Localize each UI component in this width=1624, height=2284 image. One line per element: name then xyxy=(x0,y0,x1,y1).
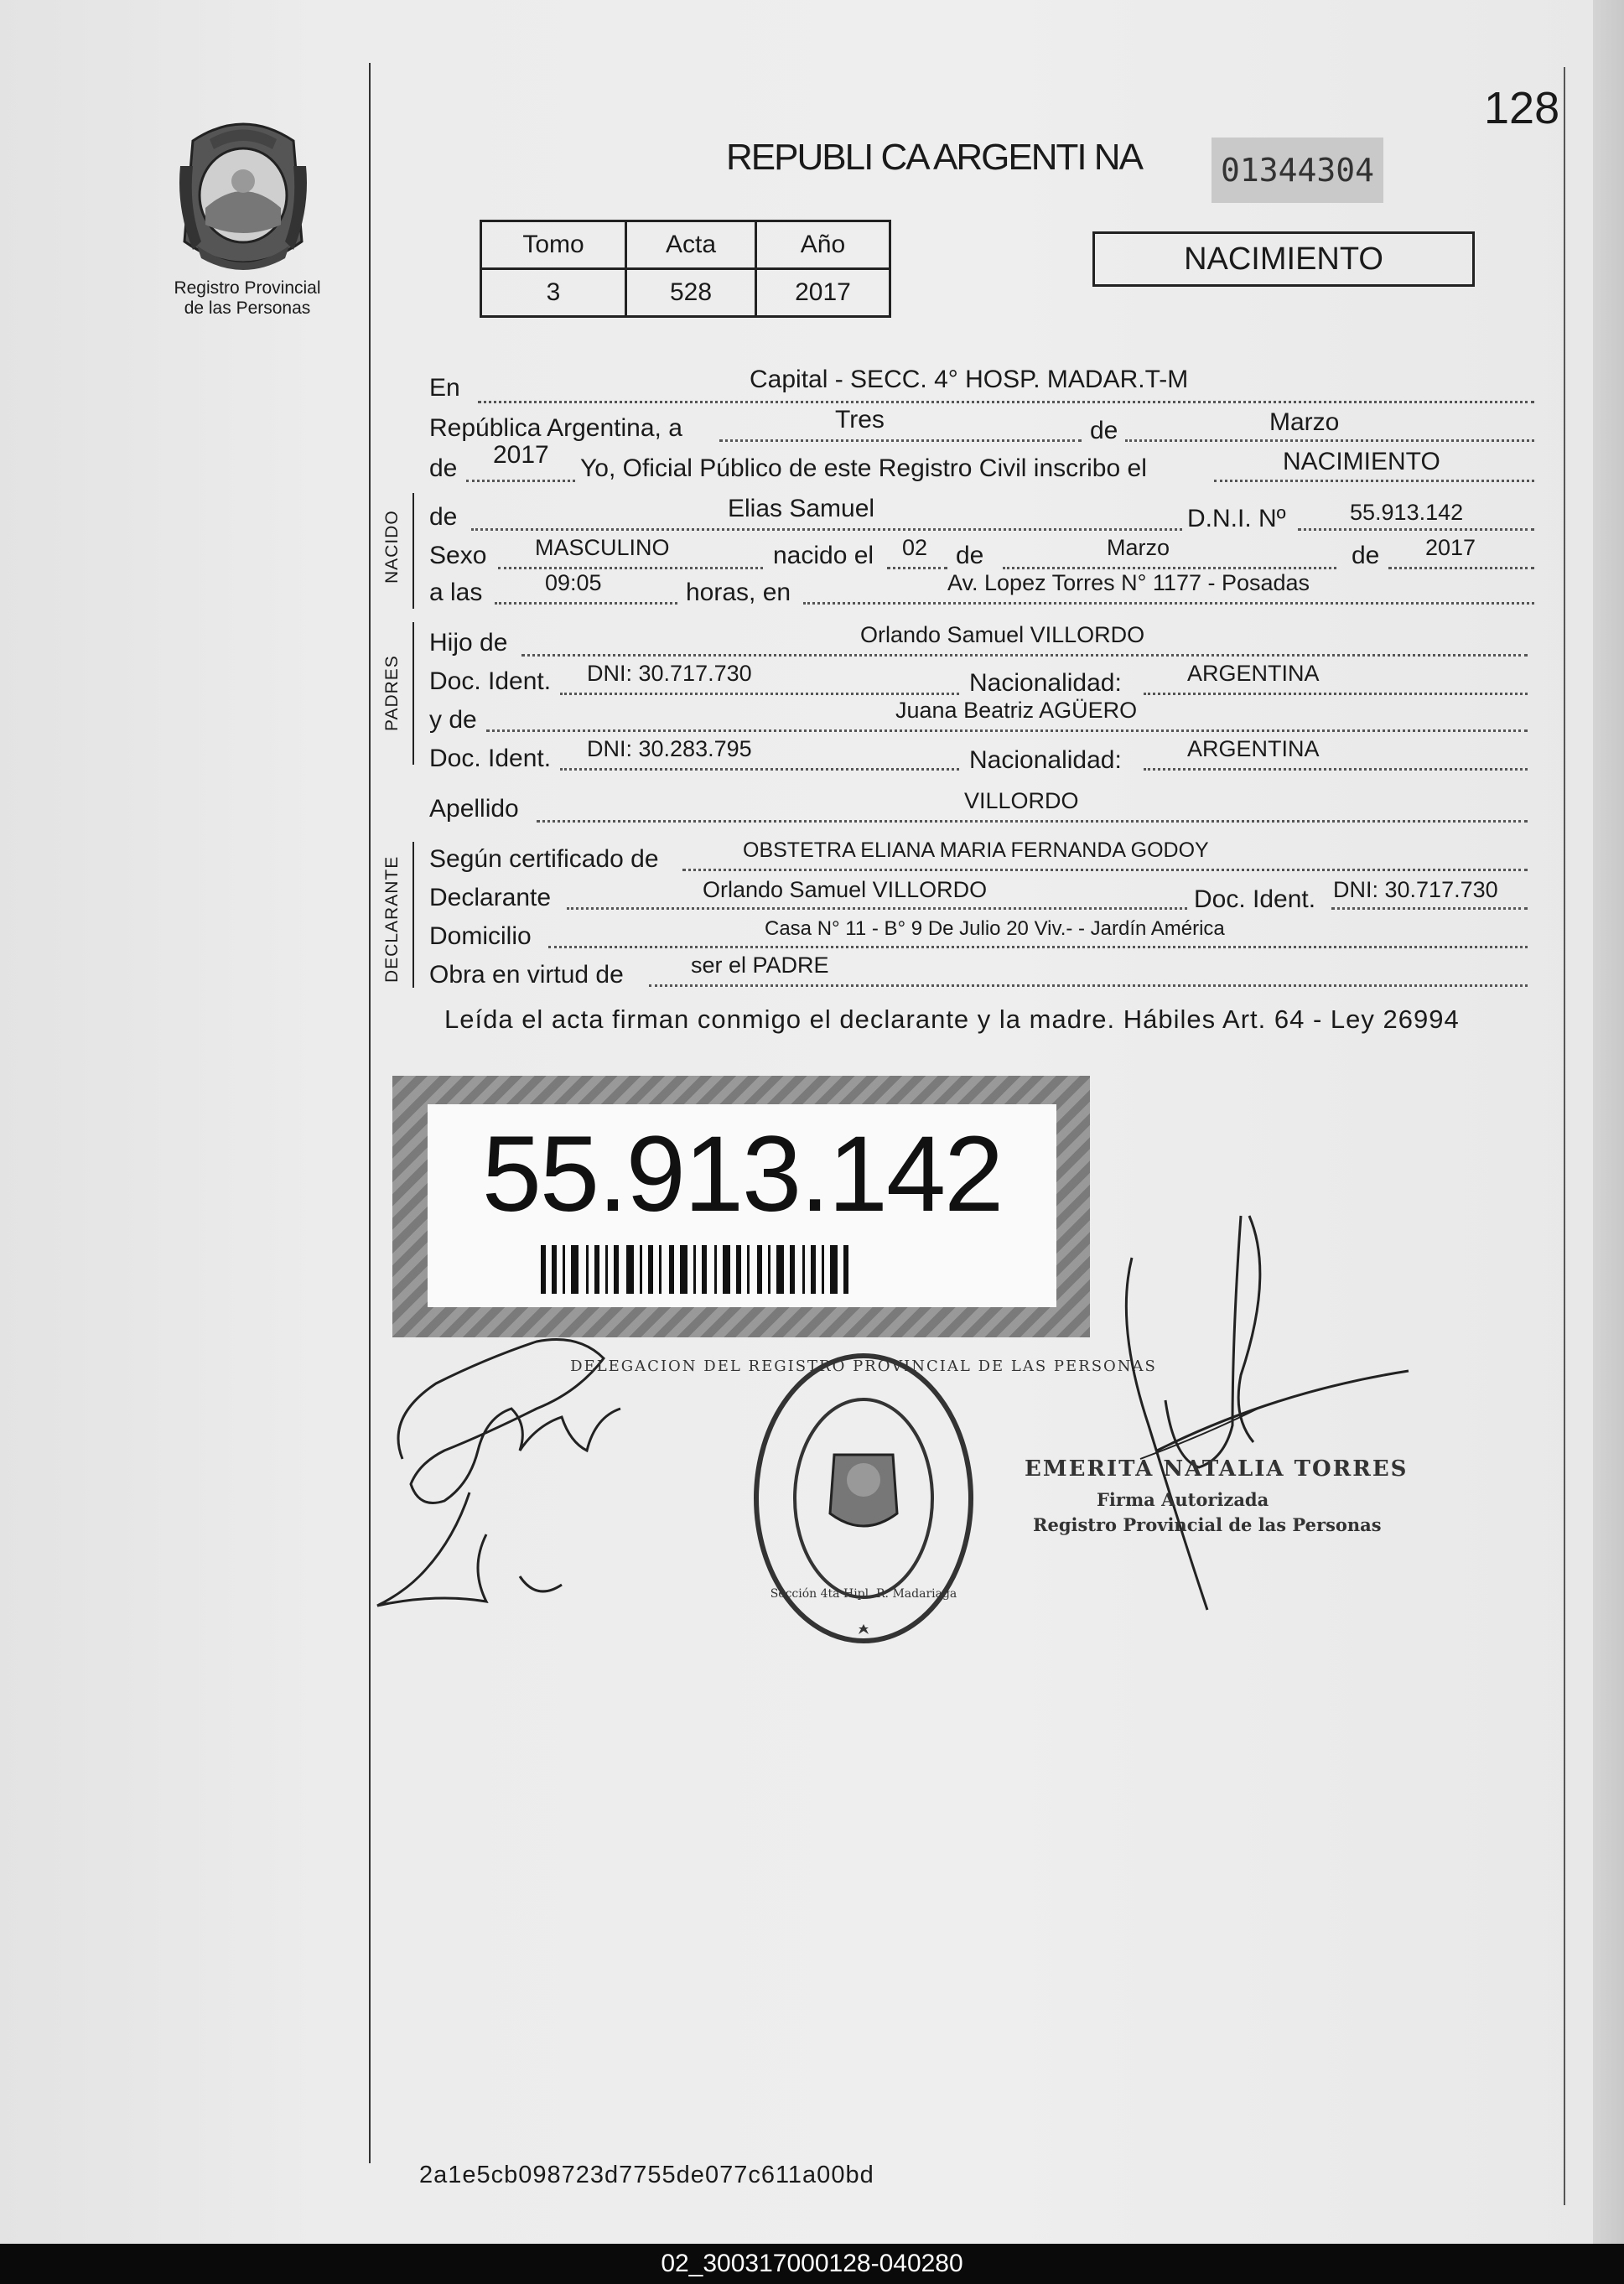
doc-label: Doc. Ident. xyxy=(1194,885,1316,913)
nacido-section-label: NACIDO xyxy=(382,510,402,584)
closing-statement: Leída el acta firman conmigo el declarante y la madre. Hábiles Art. 64 - Ley 26994 xyxy=(444,1004,1460,1034)
value-tomo: 3 xyxy=(481,269,626,317)
dotted-line xyxy=(521,654,1528,657)
child-name: Elias Samuel xyxy=(728,495,875,522)
dotted-line xyxy=(1298,528,1534,531)
declarante-doc: DNI: 30.717.730 xyxy=(1333,877,1498,902)
padres-bracket xyxy=(412,622,414,765)
dotted-line xyxy=(1125,439,1534,442)
dotted-line xyxy=(1214,480,1534,482)
birth-place: Av. Lopez Torres N° 1177 - Posadas xyxy=(947,570,1310,595)
de-label: de xyxy=(429,503,458,531)
dotted-line xyxy=(719,439,1082,442)
stamp-inner-text: Sección 4ta Hipl. R. Madariaga xyxy=(770,1587,957,1601)
document-hash: 2a1e5cb098723d7755de077c611a00bd xyxy=(419,2162,874,2188)
de2-label: de xyxy=(429,454,458,482)
cert-label: Según certificado de xyxy=(429,845,659,873)
day-value: Tres xyxy=(835,406,885,433)
hijo-label: Hijo de xyxy=(429,629,508,657)
margin-line xyxy=(369,63,371,2163)
month-value: Marzo xyxy=(1269,408,1340,436)
dni-label: D.N.I. Nº xyxy=(1187,505,1286,532)
place-value: Capital - SECC. 4° HOSP. MADAR.T-M xyxy=(750,366,1189,393)
dotted-line xyxy=(478,401,1534,403)
barcode-bars-icon xyxy=(541,1245,952,1294)
dotted-line xyxy=(560,693,959,695)
page-right-edge xyxy=(1564,67,1565,2205)
official-signature-icon xyxy=(1107,1207,1425,1627)
dotted-line xyxy=(1388,567,1534,569)
padres-section-label: PADRES xyxy=(382,655,402,731)
father-doc: DNI: 30.717.730 xyxy=(587,661,752,686)
mother-doc: DNI: 30.283.795 xyxy=(587,736,752,761)
year-value: 2017 xyxy=(493,441,549,469)
header-ano: Año xyxy=(756,221,890,269)
de-label: de xyxy=(1090,417,1118,444)
dotted-line xyxy=(1003,567,1336,569)
horas-label: horas, en xyxy=(686,579,791,606)
dotted-line xyxy=(567,907,1187,910)
dotted-line xyxy=(803,602,1534,605)
cert-value: OBSTETRA ELIANA MARIA FERNANDA GODOY xyxy=(743,838,1209,862)
mother-nationality: ARGENTINA xyxy=(1187,736,1320,761)
signatory-role: Firma Autorizada xyxy=(1097,1489,1269,1510)
footer-id: 02_300317000128-040280 xyxy=(661,2250,963,2277)
dotted-line xyxy=(548,946,1528,948)
dotted-line xyxy=(498,567,763,569)
en-label: En xyxy=(429,374,460,402)
obra-label: Obra en virtud de xyxy=(429,961,624,989)
misiones-crest-logo xyxy=(176,116,310,275)
signatory-name: EMERITA NATALIA TORRES xyxy=(1025,1456,1409,1482)
header-tomo: Tomo xyxy=(481,221,626,269)
value-ano: 2017 xyxy=(756,269,890,317)
nacionalidad-label: Nacionalidad: xyxy=(969,669,1122,697)
apellido-value: VILLORDO xyxy=(964,788,1079,813)
birth-time: 09:05 xyxy=(545,570,602,595)
birth-year: 2017 xyxy=(1425,535,1476,560)
domicilio-value: Casa N° 11 - B° 9 De Julio 20 Viv.- - Jardín América xyxy=(765,917,1225,940)
father-name: Orlando Samuel VILLORDO xyxy=(860,622,1145,647)
declarante-label: Declarante xyxy=(429,884,552,911)
father-nationality: ARGENTINA xyxy=(1187,661,1320,686)
sexo-value: MASCULINO xyxy=(535,535,670,560)
oficial-label: Yo, Oficial Público de este Registro Civil inscribo el xyxy=(580,454,1147,482)
value-acta: 528 xyxy=(626,269,756,317)
header-acta: Acta xyxy=(626,221,756,269)
dotted-line xyxy=(1144,693,1528,695)
dotted-line xyxy=(649,984,1528,987)
doc-label: Doc. Ident. xyxy=(429,667,552,695)
dotted-line xyxy=(495,602,677,605)
dotted-line xyxy=(471,528,1182,531)
page-number: 128 xyxy=(1484,83,1560,133)
signatory-office: Registro Provincial de las Personas xyxy=(1033,1514,1382,1535)
page-edge-shadow xyxy=(1593,0,1624,2244)
sexo-label: Sexo xyxy=(429,542,487,569)
de-label: de xyxy=(1352,542,1380,569)
dotted-line xyxy=(887,567,947,569)
footer-id-bar xyxy=(0,2244,1624,2284)
declarante-bracket xyxy=(412,842,414,988)
birth-month: Marzo xyxy=(1107,535,1170,560)
de-label: de xyxy=(956,542,984,569)
inscribo-value: NACIMIENTO xyxy=(1283,448,1440,475)
mother-name: Juana Beatriz AGÜERO xyxy=(895,698,1138,723)
dotted-line xyxy=(1144,768,1528,771)
nacido-el-label: nacido el xyxy=(773,542,874,569)
alas-label: a las xyxy=(429,579,483,606)
dotted-line xyxy=(560,768,959,771)
yde-label: y de xyxy=(429,706,477,734)
apellido-label: Apellido xyxy=(429,795,519,823)
declarante-name: Orlando Samuel VILLORDO xyxy=(703,877,988,902)
obra-value: ser el PADRE xyxy=(691,953,829,978)
birth-day: 02 xyxy=(902,535,928,560)
barcode-inner xyxy=(428,1104,1056,1307)
domicilio-label: Domicilio xyxy=(429,922,532,950)
document-title: REPUBLI CA ARGENTI NA xyxy=(726,137,1142,178)
registro-line-2: de las Personas xyxy=(184,298,311,318)
dotted-line xyxy=(537,820,1528,823)
dotted-line xyxy=(1331,907,1528,910)
registro-provincial-label xyxy=(151,278,344,319)
registry-stamp-seal xyxy=(570,1346,1157,1656)
nacionalidad-label: Nacionalidad: xyxy=(969,746,1122,774)
barcode-label xyxy=(392,1076,1090,1337)
stamp-ring-text: DELEGACION DEL REGISTRO PROVINCIAL DE LAS PERSONAS xyxy=(570,1357,1157,1375)
dotted-line xyxy=(486,729,1528,732)
record-table xyxy=(480,220,891,318)
dotted-line xyxy=(682,869,1528,871)
registro-line-1: Registro Provincial xyxy=(174,278,321,298)
declarante-section-label: DECLARANTE xyxy=(382,855,402,983)
barcode-number: 55.913.142 xyxy=(481,1114,1003,1234)
doc-label: Doc. Ident. xyxy=(429,745,552,772)
nacido-bracket xyxy=(412,493,414,609)
republica-label: República Argentina, a xyxy=(429,414,682,442)
record-type-box: NACIMIENTO xyxy=(1092,231,1475,287)
dotted-line xyxy=(466,480,575,482)
serial-number: 01344304 xyxy=(1212,138,1383,203)
child-dni: 55.913.142 xyxy=(1350,500,1464,525)
